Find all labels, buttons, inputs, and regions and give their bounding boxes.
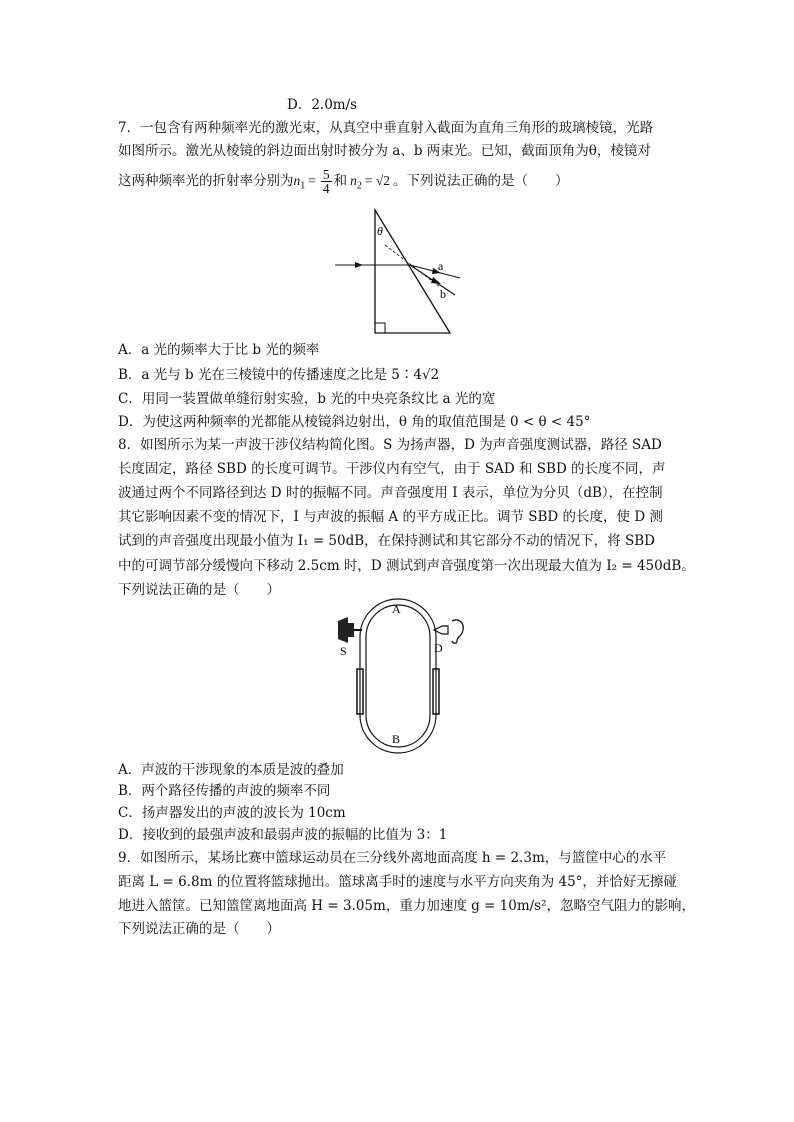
prev-option-d: D．2.0m/s <box>287 97 358 113</box>
ray-a-label: a <box>438 259 444 273</box>
label-D: D <box>434 641 443 655</box>
q7-line-3-pre: 这两种频率光的折射率分别为 <box>118 173 294 189</box>
label-A: A <box>392 602 401 616</box>
fraction-5-4: $\frac{5}{4}$ <box>322 167 330 196</box>
q7-option-a: A．a 光的频率大于比 b 光的频率 <box>118 342 320 358</box>
q8-option-b: B．两个路径传播的声波的频率不同 <box>118 783 331 799</box>
q8-line-1: 8．如图所示为某一声波干涉仪结构简化图。S 为扬声器，D 为声音强度测试器，路径 SAD <box>118 437 662 453</box>
q8-line-4: 其它影响因素不变的情况下，I 与声波的振幅 A 的平方成正比。调节 SBD 的长度，使 D 测 <box>118 509 663 525</box>
label-S: S <box>340 644 347 658</box>
ear-icon <box>452 620 463 643</box>
q7-option-d: D．为使这两种频率的光都能从棱镜斜边射出，θ 角的取值范围是 0 < θ < 45° <box>118 414 591 430</box>
q8-line-5: 试到的声音强度出现最小值为 I₁ = 50dB，在保持测试和其它部分不动的情况下，将 SBD <box>118 533 655 549</box>
q7-line-2: 如图所示。激光从棱镜的斜边面出射时被分为 a、b 两束光。已知，截面顶角为θ，棱镜对 <box>118 143 651 159</box>
q8-line-3: 波通过两个不同路径到达 D 时的振幅不同。声音强度用 I 表示，单位为分贝（dB），在控制 <box>118 485 663 501</box>
q9-line-3: 地进入篮筐。已知篮筐离地面高 H = 3.05m，重力加速度 g = 10m/s²，忽略空气阻力的影响， <box>118 898 696 914</box>
q9-line-4: 下列说法正确的是（ ） <box>118 921 280 937</box>
q8-line-7: 下列说法正确的是（ ） <box>118 582 280 598</box>
q9-line-1: 9．如图所示，某场比赛中篮球运动员在三分线外离地面高度 h = 2.3m，与篮筐中心的水平 <box>118 850 667 866</box>
q8-option-a: A．声波的干涉现象的本质是波的叠加 <box>118 762 344 778</box>
q7-line-1: 7．一包含有两种频率光的激光束，从真空中垂直射入截面为直角三角形的玻璃棱镜，光路 <box>118 120 654 136</box>
right-angle-mark <box>375 323 385 333</box>
interferometer-diagram <box>330 597 470 757</box>
tube-inner <box>366 605 430 747</box>
q7-line-3: 这两种频率光的折射率分别为$n_1$ = $\frac{5}{4}$ 和 $n_2 = √2$ 。下列说法正确的是（ ） <box>118 167 569 196</box>
ray-b-arrow <box>431 277 441 284</box>
theta-label: θ <box>377 224 383 238</box>
q7-option-b: B．a 光与 b 光在三棱镜中的传播速度之比是 5∶4√2 <box>118 367 440 383</box>
speaker-body <box>348 623 354 637</box>
tube-outer <box>360 599 436 753</box>
incident-arrow <box>355 262 363 268</box>
q8-line-6: 中的可调节部分缓慢向下移动 2.5cm 时，D 测试到声音强度第一次出现最大值为 I₂ = 450dB。 <box>118 558 695 574</box>
ray-b-label: b <box>440 287 446 301</box>
q8-option-d: D．接收到的最强声波和最弱声波的振幅的比值为 3：1 <box>118 827 448 843</box>
label-B: B <box>392 732 401 746</box>
q7-option-c: C．用同一装置做单缝衍射实验，b 光的中央亮条纹比 a 光的宽 <box>118 391 496 407</box>
q8-line-2: 长度固定，路径 SBD 的长度可调节。干涉仪内有空气，由于 SAD 和 SBD 的长度不同，声 <box>118 461 666 477</box>
q9-line-2: 距离 L = 6.8m 的位置将篮球抛出。篮球离手时的速度与水平方向夹角为 45°，并恰好无擦碰 <box>118 874 677 890</box>
speaker-icon <box>338 617 348 643</box>
q8-option-c: C．扬声器发出的声波的波长为 10cm <box>118 805 346 821</box>
prism-diagram <box>330 205 470 340</box>
